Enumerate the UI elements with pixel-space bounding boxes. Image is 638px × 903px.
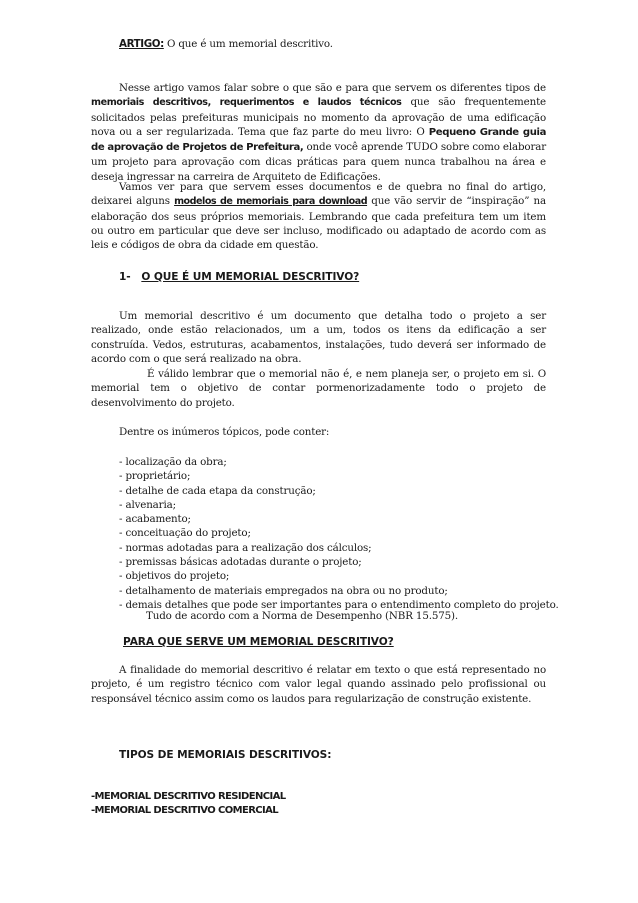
bold-phrase-book-title: Pequeno Grande guia de aprovação de Projetos de Prefeitura, [91, 126, 546, 154]
list-item: - demais detalhes que pode ser importantes para o entendimento completo do projeto. [119, 598, 559, 611]
list-item: - normas adotadas para a realização dos cálculos; [119, 541, 372, 554]
paragraph-intro [91, 81, 546, 184]
section-title: O QUE É UM MEMORIAL DESCRITIVO? [141, 271, 360, 283]
article-intro [91, 37, 546, 51]
list-item: - premissas básicas adotadas durante o projeto; [119, 556, 362, 569]
article-title: O que é um memorial descritivo. [163, 38, 333, 50]
text-span: onde você aprende TUDO sobre como elaborar um projeto para aprovação com dicas práticas para quem nunca trabalhou na área e deseja ingressar na carreira de Arquiteto de Edificações. [91, 141, 546, 183]
section-heading-2: PARA QUE SERVE UM MEMORIAL DESCRITIVO? [123, 636, 394, 648]
list-item: - detalhamento de materiais empregados na obra ou no produto; [119, 584, 448, 597]
list-item: - acabamento; [119, 513, 191, 526]
paragraph-note: É válido lembrar que o memorial não é, e nem planeja ser, o projeto em si. O memorial tem o objetivo de contar pormenorizadamente todo o projeto de desenvolvimento do projeto. [91, 368, 546, 409]
types-list [91, 790, 286, 818]
paragraph-purpose: A finalidade do memorial descritivo é relatar em texto o que está representado no projeto, é um registro técnico com valor legal quando assinado pelo profissional ou responsável técnico assim como os laudos para regularização de construção existente. [91, 664, 546, 705]
list-item: - conceituação do projeto; [119, 527, 251, 540]
text-span: que vão servir de “inspiração” na elaboração dos seus próprios memoriais. Lembrando que cada prefeitura tem um item ou outro em particular que deve ser incluso, modificado ou adaptado de acordo com as leis e códigos de obra da cidade em questão. [91, 195, 546, 252]
topics-list [119, 455, 559, 612]
list-item: -MEMORIAL DESCRITIVO COMERCIAL [91, 805, 279, 816]
section-number: 1- [119, 271, 131, 283]
list-item: - detalhe de cada etapa da construção; [119, 484, 316, 497]
download-link[interactable]: modelos de memoriais para download [174, 196, 368, 208]
paragraph-definition: Um memorial descritivo é um documento que detalha todo o projeto a ser realizado, onde estão relacionados, um a um, todos os itens da edificação a ser construída. Vedos, estruturas, acabamentos, instalações, tudo deverá ser informado de acordo com o que será realizado na obra. [91, 310, 546, 365]
bold-phrase-memoriais: memoriais descritivos, requerimentos e laudos técnicos [91, 97, 402, 109]
section-heading-3: TIPOS DE MEMORIAIS DESCRITIVOS: [119, 749, 332, 761]
paragraph-topics-intro: Dentre os inúmeros tópicos, pode conter: [119, 426, 330, 438]
text-span: Nesse artigo vamos falar sobre o que são e para que servem os diferentes tipos de [119, 82, 546, 94]
list-item: - localização da obra; [119, 456, 227, 468]
text-span: Vamos ver para que servem esses documentos e de quebra no final do artigo, deixarei alguns [91, 181, 546, 208]
section-heading-1 [119, 271, 359, 283]
list-item: - proprietário; [119, 470, 191, 483]
text-span: que são frequentemente solicitados pelas prefeituras municipais no momento da aprovação de uma edificação nova ou a ser regularizada. Tema que faz parte do meu livro: O [91, 96, 546, 138]
list-item: - objetivos do projeto; [119, 570, 230, 583]
list-item: - alvenaria; [119, 498, 176, 511]
article-label: ARTIGO: [119, 38, 164, 50]
list-item: -MEMORIAL DESCRITIVO RESIDENCIAL [91, 791, 286, 802]
norm-reference: Tudo de acordo com a Norma de Desempenho (NBR 15.575). [146, 610, 459, 622]
paragraph-download [91, 180, 546, 252]
